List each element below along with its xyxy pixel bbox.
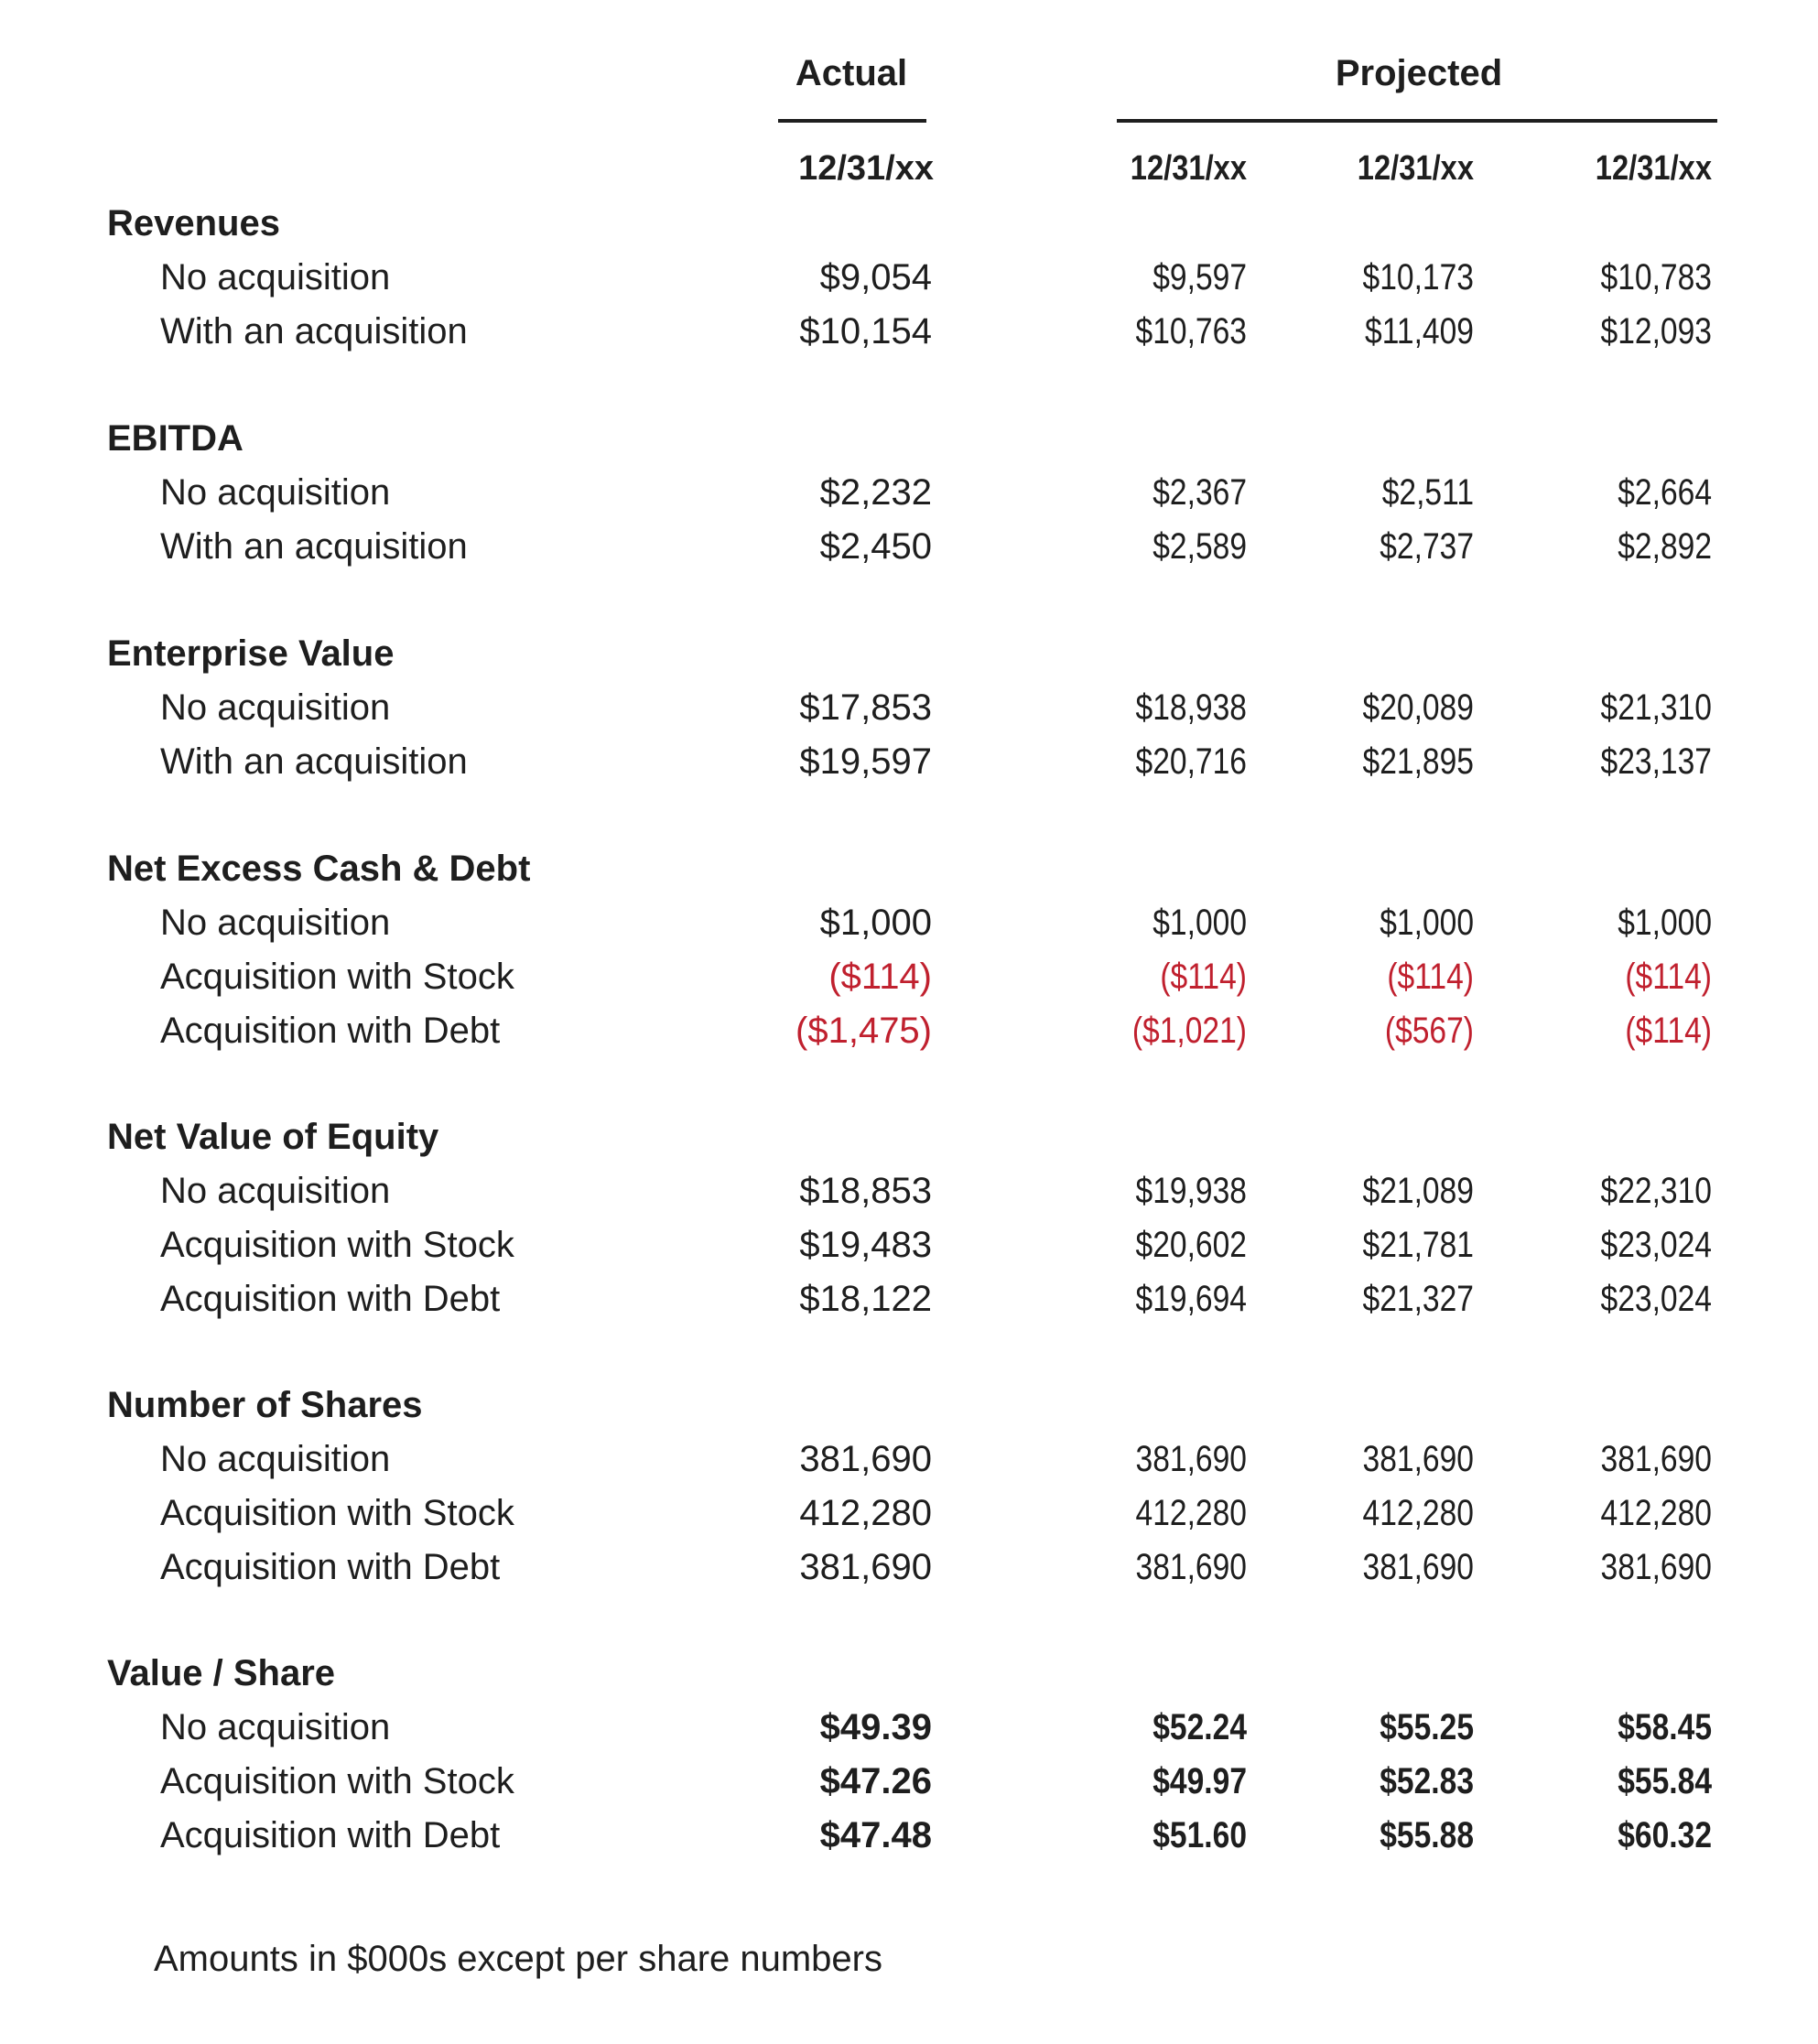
cell-projected-2: $11,409 [1365, 311, 1474, 351]
cell-projected-1: $19,938 [1135, 1171, 1247, 1211]
row-label: No acquisition [160, 903, 391, 943]
row-label: Acquisition with Debt [160, 1547, 501, 1587]
cell-actual: $1,000 [819, 903, 932, 943]
row-label: Acquisition with Stock [160, 1225, 514, 1265]
row-label: Acquisition with Debt [160, 1011, 501, 1051]
cell-projected-3: $58.45 [1618, 1707, 1712, 1747]
cell-projected-1: $52.24 [1152, 1707, 1247, 1747]
table-row [0, 1225, 1818, 1278]
cell-projected-1: $20,602 [1135, 1225, 1247, 1265]
row-label: Acquisition with Stock [160, 957, 514, 997]
table-row [0, 526, 1818, 579]
cell-projected-2: $21,781 [1362, 1225, 1474, 1265]
cell-projected-1: $1,000 [1152, 903, 1247, 943]
actual-header: Actual [795, 53, 908, 93]
table-row [0, 903, 1818, 956]
row-label: No acquisition [160, 257, 391, 297]
row-label: With an acquisition [160, 311, 468, 351]
table-row [0, 1493, 1818, 1546]
cell-projected-2: $21,327 [1362, 1279, 1474, 1319]
cell-actual: 412,280 [799, 1493, 932, 1533]
row-label: Acquisition with Stock [160, 1761, 514, 1801]
cell-projected-2: $55.25 [1380, 1707, 1474, 1747]
section-header [0, 849, 1818, 902]
section-header [0, 1385, 1818, 1438]
section-title: Net Excess Cash & Debt [107, 849, 531, 889]
row-label: With an acquisition [160, 741, 468, 782]
cell-projected-2: ($567) [1384, 1011, 1474, 1051]
date-header-projected-3: 12/31/xx [1595, 149, 1712, 188]
table-row [0, 1439, 1818, 1492]
date-header-projected-1: 12/31/xx [1130, 149, 1247, 188]
section-header [0, 633, 1818, 687]
row-label: With an acquisition [160, 526, 468, 567]
section-title: Revenues [107, 203, 280, 243]
cell-actual: $10,154 [799, 311, 932, 351]
cell-projected-2: 381,690 [1362, 1547, 1474, 1587]
cell-projected-1: $20,716 [1135, 741, 1247, 782]
cell-actual: ($1,475) [795, 1011, 932, 1051]
date-header-projected-2: 12/31/xx [1357, 149, 1474, 188]
table-row [0, 472, 1818, 525]
cell-projected-1: $10,763 [1135, 311, 1247, 351]
cell-projected-3: $10,783 [1600, 257, 1712, 297]
cell-projected-2: $21,089 [1362, 1171, 1474, 1211]
cell-projected-1: 381,690 [1135, 1439, 1247, 1479]
table-row [0, 957, 1818, 1010]
row-label: No acquisition [160, 1707, 391, 1747]
cell-projected-3: $23,137 [1600, 741, 1712, 782]
section-header [0, 203, 1818, 256]
cell-projected-1: $49.97 [1152, 1761, 1247, 1801]
cell-projected-2: ($114) [1387, 957, 1474, 997]
table-row [0, 1011, 1818, 1064]
table-row [0, 1707, 1818, 1760]
cell-actual: 381,690 [799, 1439, 932, 1479]
cell-actual: $17,853 [799, 687, 932, 728]
cell-projected-1: ($1,021) [1131, 1011, 1247, 1051]
cell-projected-2: 412,280 [1362, 1493, 1474, 1533]
section-title: EBITDA [107, 418, 243, 459]
table-row [0, 741, 1818, 795]
cell-projected-1: $9,597 [1152, 257, 1247, 297]
row-label: Acquisition with Stock [160, 1493, 514, 1533]
row-label: No acquisition [160, 687, 391, 728]
table-row [0, 1171, 1818, 1224]
row-label: No acquisition [160, 472, 391, 513]
cell-projected-2: 381,690 [1362, 1439, 1474, 1479]
cell-actual: $47.48 [819, 1815, 932, 1855]
cell-actual: $2,232 [819, 472, 932, 513]
cell-projected-3: $60.32 [1618, 1815, 1712, 1855]
cell-projected-1: 381,690 [1135, 1547, 1247, 1587]
date-header-actual: 12/31/xx [798, 149, 934, 188]
cell-actual: $18,853 [799, 1171, 932, 1211]
cell-projected-2: $20,089 [1362, 687, 1474, 728]
cell-projected-2: $1,000 [1380, 903, 1474, 943]
section-title: Net Value of Equity [107, 1117, 439, 1157]
cell-actual: $18,122 [799, 1279, 932, 1319]
projected-header-rule [1117, 119, 1717, 123]
cell-actual: $47.26 [819, 1761, 932, 1801]
section-header [0, 1117, 1818, 1170]
cell-projected-2: $55.88 [1380, 1815, 1474, 1855]
cell-projected-1: ($114) [1160, 957, 1247, 997]
table-row [0, 311, 1818, 364]
projected-header: Projected [1335, 53, 1503, 93]
cell-projected-2: $2,737 [1380, 526, 1474, 567]
cell-projected-2: $2,511 [1381, 472, 1474, 513]
cell-projected-3: $23,024 [1600, 1225, 1712, 1265]
cell-projected-1: $2,367 [1152, 472, 1247, 513]
cell-projected-2: $21,895 [1362, 741, 1474, 782]
row-label: No acquisition [160, 1171, 391, 1211]
cell-projected-3: $23,024 [1600, 1279, 1712, 1319]
cell-projected-1: 412,280 [1135, 1493, 1247, 1533]
cell-projected-3: ($114) [1625, 1011, 1712, 1051]
cell-projected-3: $21,310 [1600, 687, 1712, 728]
cell-projected-1: $2,589 [1152, 526, 1247, 567]
cell-projected-3: $12,093 [1600, 311, 1712, 351]
cell-projected-3: 412,280 [1600, 1493, 1712, 1533]
cell-actual: $9,054 [819, 257, 932, 297]
table-row [0, 687, 1818, 741]
footnote: Amounts in $000s except per share numbers [154, 1939, 882, 1979]
table-row [0, 1279, 1818, 1332]
cell-actual: $49.39 [819, 1707, 932, 1747]
table-row [0, 1815, 1818, 1868]
row-label: No acquisition [160, 1439, 391, 1479]
cell-projected-3: $1,000 [1618, 903, 1712, 943]
cell-projected-3: $22,310 [1600, 1171, 1712, 1211]
cell-projected-3: 381,690 [1600, 1547, 1712, 1587]
section-title: Value / Share [107, 1653, 336, 1693]
cell-actual: $19,597 [799, 741, 932, 782]
section-title: Number of Shares [107, 1385, 423, 1425]
cell-projected-1: $51.60 [1152, 1815, 1247, 1855]
cell-actual: $2,450 [819, 526, 932, 567]
cell-projected-2: $52.83 [1380, 1761, 1474, 1801]
table-row [0, 257, 1818, 310]
cell-projected-1: $18,938 [1135, 687, 1247, 728]
cell-actual: 381,690 [799, 1547, 932, 1587]
cell-projected-3: $55.84 [1618, 1761, 1712, 1801]
cell-projected-3: $2,664 [1618, 472, 1712, 513]
cell-projected-3: 381,690 [1600, 1439, 1712, 1479]
cell-projected-3: $2,892 [1618, 526, 1712, 567]
section-title: Enterprise Value [107, 633, 395, 674]
section-header [0, 418, 1818, 471]
cell-actual: $19,483 [799, 1225, 932, 1265]
cell-actual: ($114) [828, 957, 932, 997]
cell-projected-1: $19,694 [1135, 1279, 1247, 1319]
row-label: Acquisition with Debt [160, 1279, 501, 1319]
actual-header-rule [778, 119, 926, 123]
row-label: Acquisition with Debt [160, 1815, 501, 1855]
cell-projected-2: $10,173 [1362, 257, 1474, 297]
table-row [0, 1547, 1818, 1600]
table-row [0, 1761, 1818, 1814]
section-header [0, 1653, 1818, 1706]
cell-projected-3: ($114) [1625, 957, 1712, 997]
